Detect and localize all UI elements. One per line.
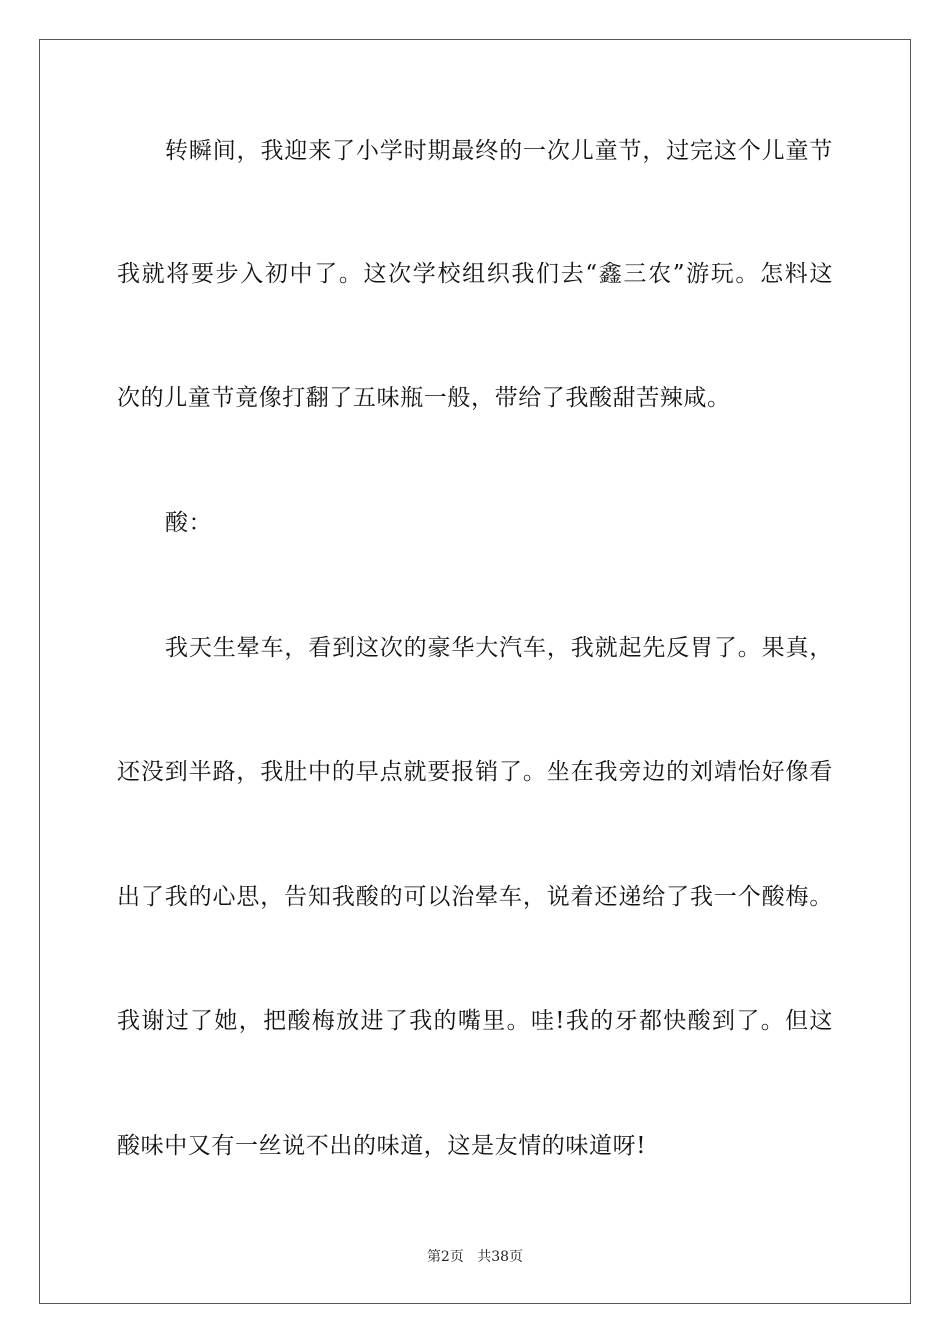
page-border	[39, 39, 911, 1304]
paragraph-line: 次的儿童节竟像打翻了五味瓶一般，带给了我酸甜苦辣咸。	[117, 385, 731, 411]
paragraph-line: 酸味中又有一丝说不出的味道，这是友情的味道呀!	[117, 1133, 647, 1159]
paragraph-line: 我就将要步入初中了。这次学校组织我们去“鑫三农”游玩。怎料这	[117, 261, 833, 287]
paragraph-line: 出了我的心思，告知我酸的可以治晕车，说着还递给了我一个酸梅。	[117, 884, 833, 910]
paragraph-line: 我谢过了她，把酸梅放进了我的嘴里。哇!我的牙都快酸到了。但这	[117, 1008, 833, 1034]
section-heading: 酸：	[165, 510, 213, 536]
paragraph-line: 还没到半路，我肚中的早点就要报销了。坐在我旁边的刘靖怡好像看	[117, 759, 833, 785]
page-total: 共38页	[477, 1249, 524, 1265]
paragraph-line: 我天生晕车，看到这次的豪华大汽车，我就起先反胃了。果真，	[165, 635, 833, 661]
paragraph-line: 转瞬间，我迎来了小学时期最终的一次儿童节，过完这个儿童节	[165, 138, 833, 164]
page-number: 第2页	[426, 1249, 464, 1265]
page-footer	[0, 1248, 950, 1266]
